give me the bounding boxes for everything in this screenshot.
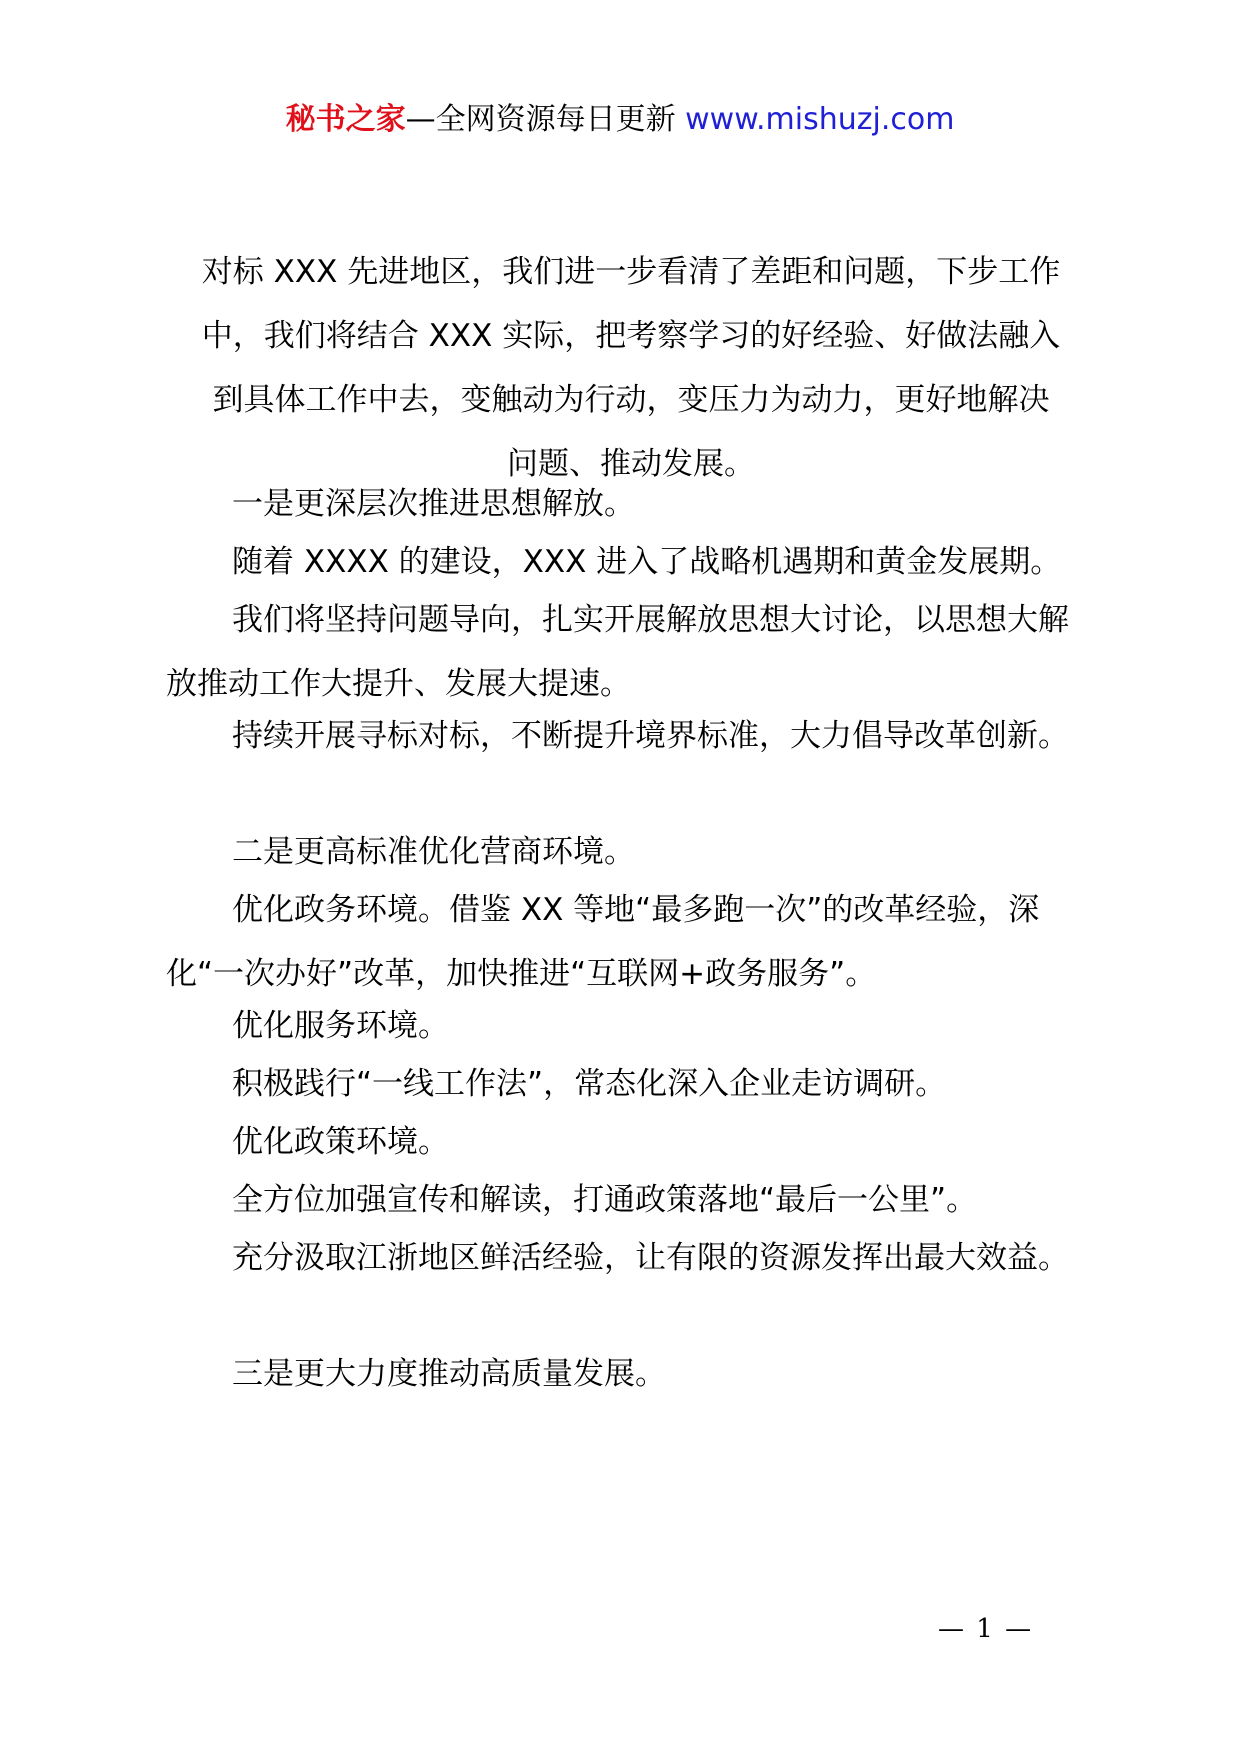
paragraph: 随着 XXXX 的建设，XXX 进入了战略机遇期和黄金发展期。 bbox=[232, 544, 1062, 580]
header-url-link[interactable]: www.mishuzj.com bbox=[685, 102, 955, 137]
intro-line: 中，我们将结合 XXX 实际，把考察学习的好经验、好做法融入 bbox=[201, 318, 1061, 354]
intro-paragraph bbox=[166, 240, 1096, 496]
paragraph: 持续开展寻标对标，不断提升境界标准，大力倡导改革创新。 bbox=[232, 718, 1069, 754]
header-tagline: —全网资源每日更新 bbox=[405, 102, 676, 137]
paragraph: 充分汲取江浙地区鲜活经验，让有限的资源发挥出最大效益。 bbox=[232, 1240, 1069, 1276]
paragraph: 优化服务环境。 bbox=[232, 1008, 449, 1044]
paragraph: 我们将坚持问题导向，扎实开展解放思想大讨论，以思想大解放推动工作大提升、发展大提速。 bbox=[166, 602, 1069, 702]
document-header bbox=[0, 98, 1240, 142]
section-heading-2: 二是更高标准优化营商环境。 bbox=[232, 834, 635, 870]
intro-line: 对标 XXX 先进地区，我们进一步看清了差距和问题，下步工作 bbox=[201, 254, 1061, 290]
intro-line: 到具体工作中去，变触动为行动，变压力为动力，更好地解决 bbox=[212, 382, 1050, 418]
section-heading-3: 三是更大力度推动高质量发展。 bbox=[232, 1356, 666, 1392]
paragraph: 积极践行“一线工作法”，常态化深入企业走访调研。 bbox=[232, 1066, 947, 1102]
page-number: — 1 — bbox=[938, 1614, 1034, 1644]
brand-name: 秘书之家 bbox=[285, 102, 406, 137]
paragraph: 优化政策环境。 bbox=[232, 1124, 449, 1160]
section-heading-1: 一是更深层次推进思想解放。 bbox=[232, 486, 635, 522]
paragraph: 全方位加强宣传和解读，打通政策落地“最后一公里”。 bbox=[232, 1182, 978, 1218]
intro-line: 问题、推动发展。 bbox=[507, 446, 755, 482]
paragraph: 优化政务环境。借鉴 XX 等地“最多跑一次”的改革经验，深化“一次办好”改革，加快推进“互联网+政务服务”。 bbox=[166, 892, 1040, 992]
